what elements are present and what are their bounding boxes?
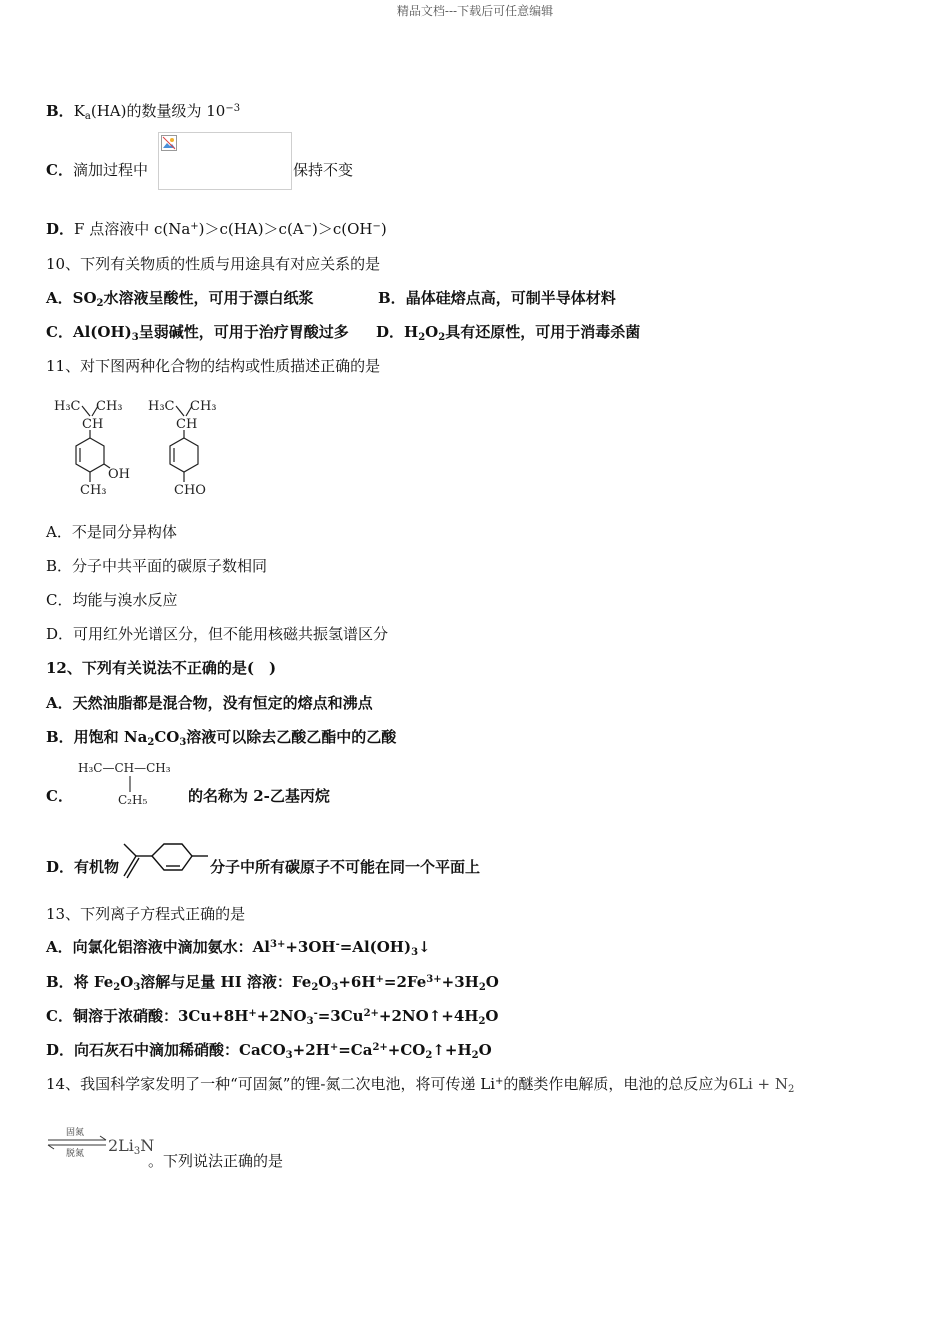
option-text: O	[120, 973, 134, 991]
q13-option-b	[46, 972, 499, 992]
q13-stem: 13、下列离子方程式正确的是	[46, 905, 246, 923]
missing-formula-image	[158, 132, 292, 190]
subscript: 2	[478, 1016, 486, 1027]
eq-text: 2Li	[108, 1136, 134, 1155]
option-text: +2NO	[256, 1007, 307, 1025]
subscript: 2	[96, 298, 104, 309]
q12-option-b	[46, 727, 396, 747]
option-text: 具有还原性，可用于消毒杀菌	[445, 323, 641, 341]
q14-stem	[46, 1074, 794, 1094]
broken-image-icon	[161, 135, 177, 151]
subscript: 2	[438, 332, 446, 343]
subscript: 3	[131, 332, 139, 343]
sup: 3+	[426, 974, 442, 985]
bond	[124, 844, 136, 856]
sup: 2+	[372, 1042, 388, 1053]
subscript: 3	[285, 1050, 293, 1061]
sup: +	[375, 974, 384, 985]
sup: +	[248, 1008, 257, 1019]
option-text: 滴加过程中	[72, 161, 148, 179]
option-text: B．用饱和 Na	[46, 728, 148, 746]
option-text: +3OH	[285, 938, 336, 956]
q12-option-d-text: 分子中所有碳原子不可能在同一个平面上	[210, 858, 481, 876]
option-label: B．	[46, 102, 74, 120]
option-label: D．	[376, 323, 405, 341]
q12-option-a: A．天然油脂都是混合物，没有恒定的熔点和沸点	[46, 694, 373, 712]
q13-option-a	[46, 937, 431, 957]
arrow-head	[48, 1145, 54, 1149]
eq-text: 6Li + N	[728, 1075, 788, 1093]
page-header: 精品文档---下载后可任意编辑	[396, 4, 554, 18]
option-text: )＞c(OH	[312, 220, 373, 238]
option-text: +2H	[292, 1041, 330, 1059]
q11-stem: 11、对下图两种化合物的结构或性质描述正确的是	[46, 357, 381, 375]
label-ch-right: CH	[176, 417, 198, 432]
subscript: 3	[411, 947, 419, 958]
option-text: O	[425, 323, 439, 341]
q9-option-c	[46, 160, 148, 180]
option-text: ↑+H	[432, 1041, 472, 1059]
option-text: +3H	[441, 973, 479, 991]
option-text: 晶体硅熔点高，可制半导体材料	[405, 289, 616, 307]
subscript: 3	[133, 982, 141, 993]
subscript: 3	[133, 1146, 141, 1157]
sup: −	[303, 221, 313, 232]
label-h3c: H₃C	[54, 399, 81, 414]
option-text: )＞c(HA)＞c(A	[198, 220, 304, 238]
sup: +	[329, 1042, 339, 1053]
option-text: CO	[154, 728, 180, 746]
q14-tail: 。下列说法正确的是	[148, 1152, 284, 1170]
bond	[176, 406, 184, 416]
sup: 3+	[269, 939, 286, 950]
option-label: A．	[46, 289, 73, 307]
option-text: O	[485, 1007, 499, 1025]
option-text: +6H	[338, 973, 376, 991]
option-text: Al(OH)	[72, 323, 132, 341]
label-ch3-bottom: CH₃	[80, 483, 107, 498]
option-c-tail: 保持不变	[293, 161, 354, 179]
option-text: 呈弱碱性，可用于治疗胃酸过多	[138, 323, 349, 341]
arrow-head	[100, 1136, 106, 1140]
subscript: 3	[306, 1016, 314, 1027]
label-ch: CH	[82, 417, 104, 432]
option-text: 溶解与足量 HI 溶液：Fe	[140, 973, 312, 991]
q10-option-c	[46, 322, 349, 342]
option-text: F 点溶液中 c(Na	[74, 220, 191, 238]
q11-option-b: B．分子中共平面的碳原子数相同	[46, 557, 268, 575]
bond	[82, 406, 90, 416]
option-text: O	[478, 1041, 492, 1059]
eq-text: N	[140, 1136, 155, 1155]
sup: +	[190, 221, 199, 232]
option-text: =Al(OH)	[339, 938, 412, 956]
subscript: 3	[331, 982, 339, 993]
q12-option-c-label: C．	[46, 787, 73, 805]
sup: 2+	[363, 1008, 379, 1019]
equation-left	[728, 1075, 794, 1093]
q12-d-structure-image	[118, 838, 210, 882]
option-text: B．将 Fe	[46, 973, 114, 991]
option-text: A．向氯化铝溶液中滴加氨水：Al	[46, 938, 270, 956]
q11-structures-image	[52, 392, 222, 502]
arrow-bottom-label: 脱氮	[66, 1149, 85, 1159]
struct-top-text: H₃C—CH—CH₃	[78, 761, 171, 775]
bond	[104, 464, 110, 468]
q9-option-b	[46, 101, 240, 121]
option-label: D．	[46, 220, 75, 238]
struct-bottom-text: C₂H₅	[118, 793, 148, 807]
option-text: O	[318, 973, 332, 991]
q12-option-d-label: D．有机物	[46, 858, 120, 876]
option-label: B．	[378, 289, 406, 307]
option-text: D．向石灰石中滴加稀硝酸：CaCO	[46, 1041, 286, 1059]
subscript: 2	[425, 1050, 433, 1061]
option-text: C．铜溶于浓硝酸：3Cu+8H	[46, 1007, 249, 1025]
q10-stem: 10、下列有关物质的性质与用途具有对应关系的是	[46, 255, 381, 273]
option-text: +2NO↑+4H	[378, 1007, 479, 1025]
subscript: 2	[471, 1050, 479, 1061]
q12-c-structure-image	[78, 758, 188, 810]
q11-option-a: A．不是同分异构体	[46, 523, 177, 541]
q13-option-d	[46, 1040, 492, 1060]
subscript: 2	[478, 982, 486, 993]
label-ch3-right: CH₃	[190, 399, 217, 414]
option-text: 水溶液呈酸性，可用于漂白纸浆	[103, 289, 314, 307]
subscript: 2	[418, 332, 426, 343]
label-h3c-right: H₃C	[148, 399, 175, 414]
q9-option-d	[46, 219, 387, 239]
q12-option-c-text: 的名称为 2-乙基丙烷	[188, 787, 330, 805]
option-label: C．	[46, 323, 73, 341]
reversible-arrow-icon	[46, 1126, 110, 1160]
label-oh: OH	[108, 467, 130, 482]
q10-option-b	[378, 288, 616, 308]
q10-option-d	[376, 322, 640, 342]
arrow-top-label: 固氮	[66, 1128, 85, 1138]
stem-text: 的醚类作电解质，电池的总反应为	[503, 1075, 729, 1093]
sup: +	[495, 1076, 504, 1087]
sup: -	[335, 939, 340, 950]
label-cho: CHO	[174, 483, 206, 498]
subscript: 2	[311, 982, 319, 993]
ka-text-2: (HA)的数量级为 10	[90, 102, 226, 120]
option-text: +CO	[387, 1041, 426, 1059]
label-ch3: CH₃	[96, 399, 123, 414]
option-text: O	[485, 973, 499, 991]
option-text: =2Fe	[383, 973, 427, 991]
subscript: 2	[113, 982, 121, 993]
option-text: SO	[72, 289, 97, 307]
sup: -	[313, 1008, 318, 1019]
option-text: =3Cu	[317, 1007, 364, 1025]
q10-option-a	[46, 288, 314, 308]
option-text: )	[380, 220, 387, 238]
q11-option-d: D．可用红外光谱区分，但不能用核磁共振氢谱区分	[46, 625, 389, 643]
q13-option-c	[46, 1006, 499, 1026]
subscript: 2	[787, 1084, 795, 1095]
option-text: 溶液可以除去乙酸乙酯中的乙酸	[186, 728, 397, 746]
option-text: ↓	[418, 938, 431, 956]
subscript: a	[84, 111, 91, 122]
option-text: H	[404, 323, 419, 341]
q12-stem: 12、下列有关说法不正确的是( )	[46, 659, 277, 677]
option-label: C．	[46, 161, 73, 179]
q11-option-c: C．均能与溴水反应	[46, 591, 178, 609]
stem-text: 14、我国科学家发明了一种“可固氮”的锂-氮二次电池，将可传递 Li	[46, 1075, 496, 1093]
ka-text: K	[73, 102, 85, 120]
subscript: 2	[147, 737, 155, 748]
option-text: =Ca	[338, 1041, 373, 1059]
subscript: 3	[179, 737, 187, 748]
exponent: −3	[225, 103, 241, 114]
sup: −	[372, 221, 381, 232]
